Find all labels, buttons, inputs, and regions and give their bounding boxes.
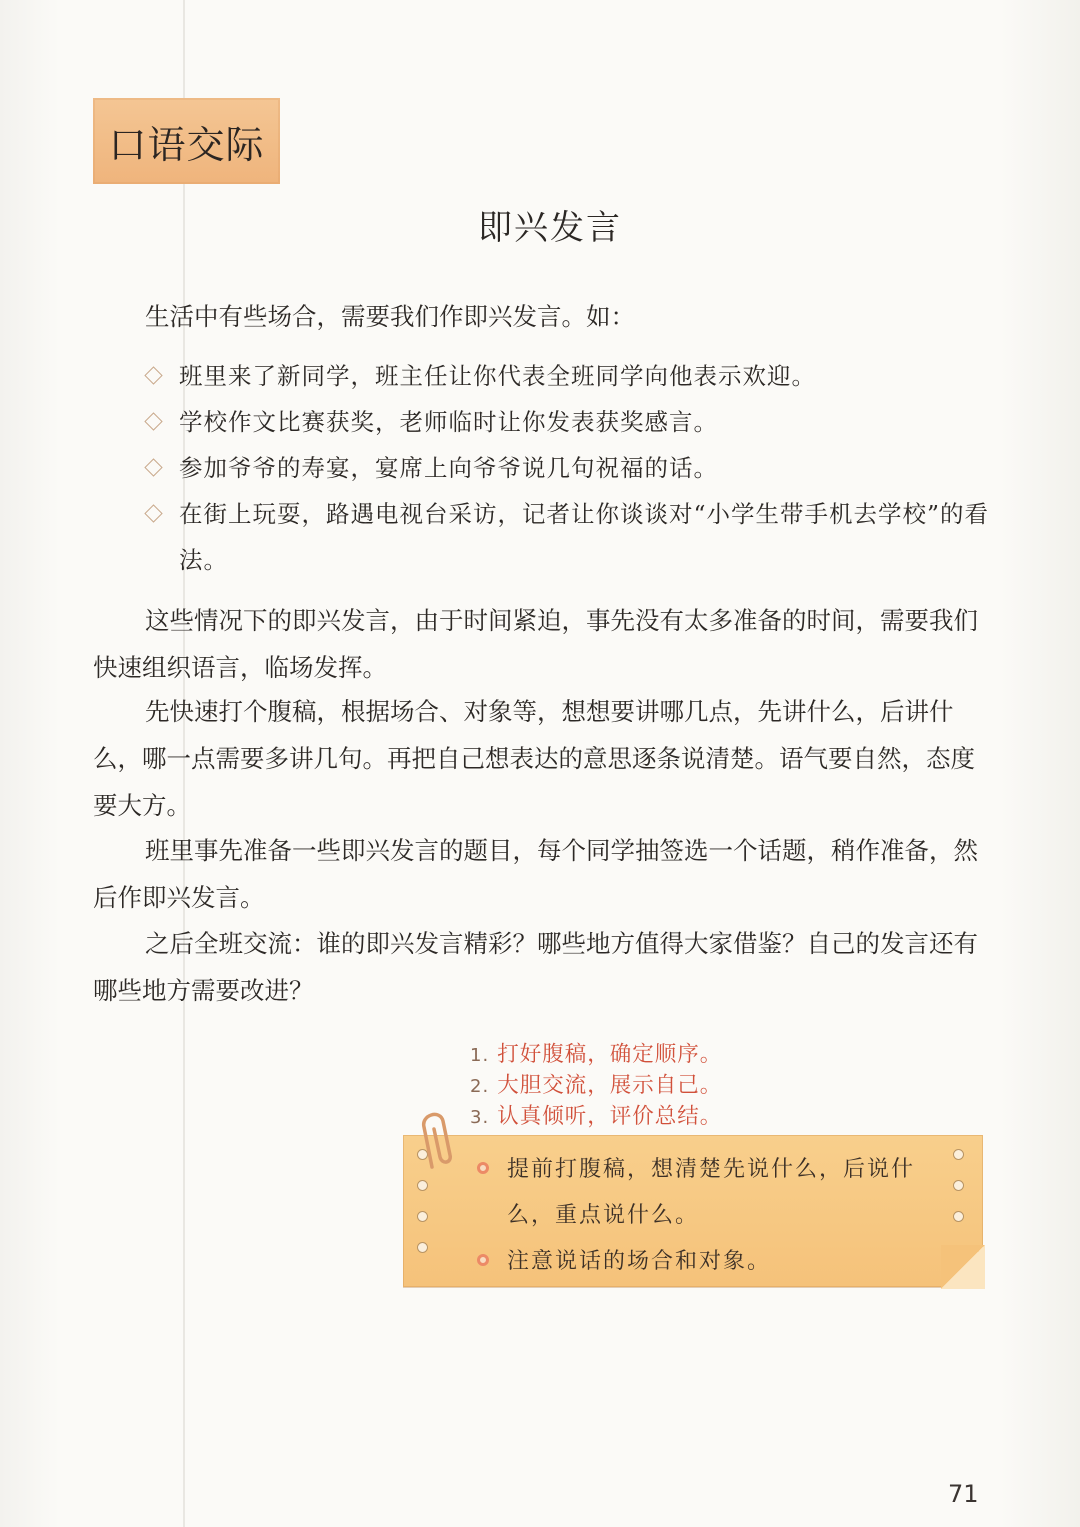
scenario-item: 参加爷爷的寿宴，宴席上向爷爷说几句祝福的话。 (145, 445, 990, 491)
page-curl-corner (941, 1245, 985, 1289)
tip-bullet-icon (477, 1254, 489, 1266)
goal-list (470, 1040, 830, 1133)
note-holes-right (953, 1149, 967, 1242)
diamond-bullet-icon (144, 504, 162, 522)
section-tag-label: 口语交际 (108, 122, 265, 167)
section-tag (93, 98, 280, 184)
goal-item: 2. 大胆交流，展示自己。 (470, 1073, 723, 1098)
scenario-item: 在街上玩耍，路遇电视台采访，记者让你谈谈对“小学生带手机去学校”的看法。 (145, 491, 990, 583)
goal-item: 3. 认真倾听，评价总结。 (470, 1104, 723, 1129)
goal-item: 1. 打好腹稿，确定顺序。 (470, 1042, 723, 1067)
diamond-bullet-icon (144, 412, 162, 430)
tip-bullet-icon (477, 1162, 489, 1174)
diamond-bullet-icon (144, 458, 162, 476)
paperclip-icon (418, 1105, 458, 1175)
body-paragraph-4: 之后全班交流：谁的即兴发言精彩？哪些地方值得大家借鉴？自己的发言还有哪些地方需要改进？ (93, 929, 978, 1005)
page-number: 71 (948, 1480, 979, 1508)
body-paragraph-2: 先快速打个腹稿，根据场合、对象等，想想要讲哪几点，先讲什么，后讲什么，哪一点需要多讲几句。再把自己想表达的意思逐条说清楚。语气要自然，态度要大方。 (93, 697, 975, 820)
body-paragraph-3: 班里事先准备一些即兴发言的题目，每个同学抽签选一个话题，稍作准备，然后作即兴发言。 (93, 836, 978, 912)
page-title: 即兴发言 (478, 208, 622, 248)
tip-item: 提前打腹稿，想清楚先说什么，后说什么，重点说什么。 (507, 1147, 947, 1239)
intro-paragraph: 生活中有些场合，需要我们作即兴发言。如： (145, 302, 635, 331)
scenario-list (145, 353, 990, 583)
tip-note (403, 1135, 983, 1287)
diamond-bullet-icon (144, 366, 162, 384)
body-paragraph-1: 这些情况下的即兴发言，由于时间紧迫，事先没有太多准备的时间，需要我们快速组织语言，临场发挥。 (93, 606, 978, 682)
tip-item: 注意说话的场合和对象。 (507, 1239, 947, 1285)
scenario-item: 班里来了新同学，班主任让你代表全班同学向他表示欢迎。 (145, 353, 990, 399)
scenario-item: 学校作文比赛获奖，老师临时让你发表获奖感言。 (145, 399, 990, 445)
